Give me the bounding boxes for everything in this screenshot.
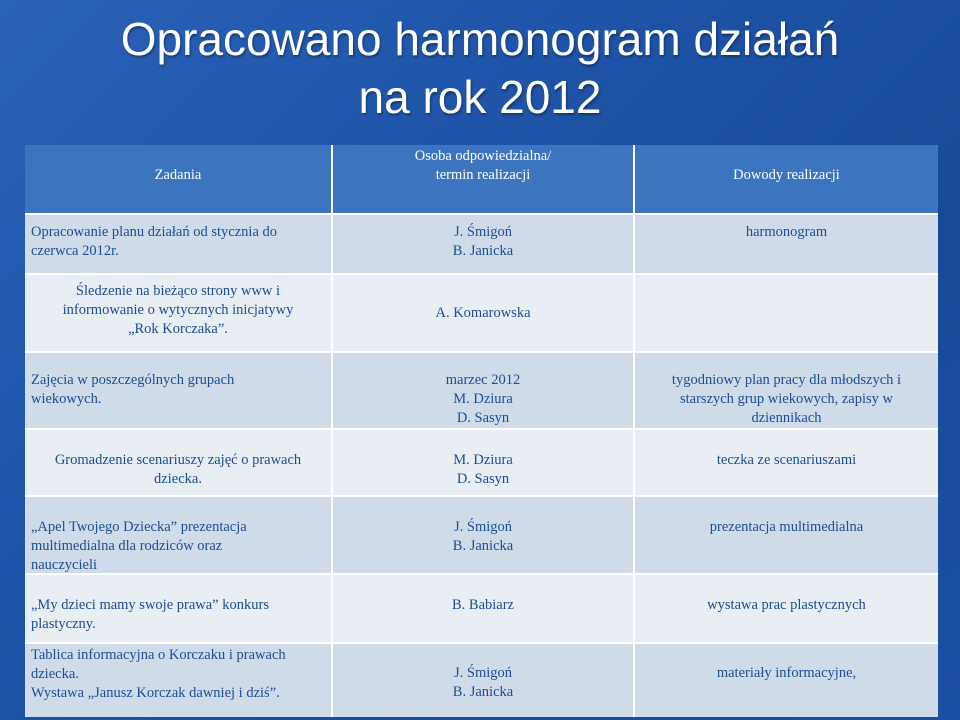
row-0-task-line-2: czerwca 2012r. — [31, 243, 119, 259]
row-6-person-line-2: B. Janicka — [452, 684, 514, 700]
row-4-person-line-1: J. Śmigoń — [453, 519, 512, 535]
row-2-task-line-1: Zajęcia w poszczególnych grupach — [31, 372, 235, 388]
row-2-task-line-2: wiekowych. — [31, 391, 102, 407]
row-6-task-line-3: Wystawa „Janusz Korczak dawniej i dziś”. — [31, 685, 280, 701]
table-row-3-evidence — [635, 430, 938, 495]
table-row-4-evidence — [635, 497, 938, 573]
header-tasks-label: Zadania — [154, 167, 202, 183]
row-1-task-line-1: Śledzenie na bieżąco strony www i — [75, 283, 281, 299]
header-responsible-label-1: Osoba odpowiedzialna/ — [414, 148, 552, 164]
row-1-task-line-2: informowanie o wytycznych inicjatywy — [62, 302, 294, 318]
row-6-task-line-2: dziecka. — [31, 666, 79, 682]
row-0-evidence-line-1: harmonogram — [745, 224, 828, 240]
row-5-evidence-line-1: wystawa prac plastycznych — [707, 597, 866, 613]
slide-title — [0, 10, 960, 126]
row-3-evidence-line-1: teczka ze scenariuszami — [716, 452, 857, 468]
table-row-6-task — [25, 644, 331, 717]
header-responsible — [333, 145, 633, 213]
table-row-1-person — [333, 275, 633, 351]
row-4-evidence-line-1: prezentacja multimedialna — [709, 519, 864, 535]
row-3-task-line-1: Gromadzenie scenariuszy zajęć o prawach — [54, 452, 302, 468]
row-4-task-line-2: multimedialna dla rodziców oraz — [31, 538, 223, 554]
row-3-task-line-2: dziecka. — [154, 471, 202, 487]
table-row-2-evidence — [635, 353, 938, 428]
table-row-5-task — [25, 575, 331, 642]
row-6-person-line-1: J. Śmigoń — [453, 665, 512, 681]
row-2-evidence-line-1: tygodniowy plan pracy dla młodszych i — [671, 372, 902, 388]
header-tasks — [25, 145, 331, 213]
table-row-5-evidence — [635, 575, 938, 642]
row-5-task-line-1: „My dzieci mamy swoje prawa” konkurs — [31, 597, 269, 613]
row-4-person-line-2: B. Janicka — [452, 538, 514, 554]
table-row-2-person — [333, 353, 633, 428]
table-row-4-task — [25, 497, 331, 573]
schedule-table — [25, 145, 938, 717]
row-2-person-line-1: marzec 2012 — [445, 372, 521, 388]
header-responsible-label-2: termin realizacji — [435, 167, 531, 183]
row-2-person-line-3: D. Sasyn — [456, 410, 510, 426]
header-evidence — [635, 145, 938, 213]
row-1-task-line-3: „Rok Korczaka”. — [128, 321, 228, 337]
slide-title-line-2: na rok 2012 — [358, 71, 602, 123]
table-row-0-evidence — [635, 215, 938, 273]
table-row-6-evidence — [635, 644, 938, 717]
table-row-3-task — [25, 430, 331, 495]
row-4-task-line-3: nauczycieli — [31, 557, 98, 573]
row-4-task-line-1: „Apel Twojego Dziecka” prezentacja — [31, 519, 247, 535]
table-row-3-person — [333, 430, 633, 495]
row-3-person-line-2: D. Sasyn — [456, 471, 510, 487]
slide-title-line-1: Opracowano harmonogram działań — [120, 13, 840, 65]
table-row-1-evidence — [635, 275, 938, 351]
table-row-5-person — [333, 575, 633, 642]
header-evidence-label: Dowody realizacji — [733, 167, 840, 183]
row-5-person-line-1: B. Babiarz — [451, 597, 514, 613]
row-5-task-line-2: plastyczny. — [31, 616, 96, 632]
table-row-4-person — [333, 497, 633, 573]
row-2-evidence-line-2: starszych grup wiekowych, zapisy w — [679, 391, 893, 407]
row-1-person-line-1: A. Komarowska — [435, 304, 531, 321]
table-row-0-task — [25, 215, 331, 273]
row-2-evidence-line-3: dziennikach — [751, 410, 822, 426]
row-3-person-line-1: M. Dziura — [453, 452, 513, 468]
row-2-person-line-2: M. Dziura — [453, 391, 513, 407]
row-6-evidence-line-1: materiały informacyjne, — [716, 665, 857, 681]
row-0-person-line-1: J. Śmigoń — [453, 224, 512, 240]
table-row-6-person — [333, 644, 633, 717]
table-row-0-person — [333, 215, 633, 273]
row-0-task-line-1: Opracowanie planu działań od stycznia do — [31, 224, 278, 240]
row-6-task-line-1: Tablica informacyjna o Korczaku i prawach — [31, 647, 286, 663]
table-row-1-task — [25, 275, 331, 351]
table-row-2-task — [25, 353, 331, 428]
row-0-person-line-2: B. Janicka — [452, 243, 514, 259]
